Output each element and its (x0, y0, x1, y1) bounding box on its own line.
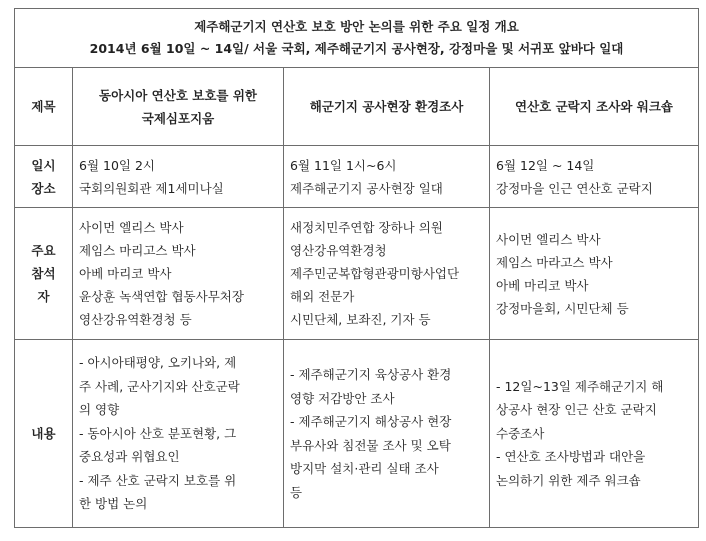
header-row (15, 68, 699, 146)
schedule-table (14, 8, 699, 528)
content-line: 의 영향 (79, 402, 120, 418)
attendee: 아베 마리코 박사 (79, 266, 172, 281)
cell-line: 강정마을 인근 연산호 군락지 (496, 180, 653, 196)
place-symposium (73, 146, 284, 208)
title-row (15, 9, 699, 68)
header-coral-survey: 연산호 군락지 조사와 워크숍 (490, 68, 699, 146)
attendee: 강정마을회, 시민단체 등 (496, 300, 629, 316)
header-site-survey: 해군기지 공사현장 환경조사 (284, 68, 490, 146)
content-coral-survey (490, 340, 699, 528)
attendee: 제임스 마라고스 박사 (496, 254, 613, 270)
cell-line: 6월 10일 2시 (79, 157, 155, 173)
content-symposium (73, 340, 284, 528)
content-line: 영향 저감방안 조사 (290, 390, 395, 406)
content-line: - 연산호 조사방법과 대안을 (496, 449, 646, 465)
attendee: 사이먼 엘리스 박사 (496, 231, 601, 247)
title-main: 제주해군기지 연산호 보호 방안 논의를 위한 주요 일정 개요 (194, 19, 519, 34)
datetime-place-label: 일시 장소 (15, 146, 73, 208)
attendees-coral-survey (490, 208, 699, 340)
place-coral-survey (490, 146, 699, 208)
content-line: - 제주해군기지 해상공사 현장 (290, 414, 452, 429)
attendee: 윤상훈 녹색연합 협동사무처장 (79, 289, 244, 304)
attendees-site-survey (284, 208, 490, 340)
cell-line: 6월 12일 ~ 14일 (496, 157, 595, 173)
content-line: 논의하기 위한 제주 워크숍 (496, 472, 641, 488)
header-symposium-line: 국제심포지움 (141, 110, 215, 126)
schedule-document (14, 8, 698, 530)
attendees-symposium (73, 208, 284, 340)
attendee: 영산강유역환경청 등 (79, 312, 192, 327)
header-symposium-line: 동아시아 연산호 보호를 위한 (99, 87, 257, 103)
header-label: 제목 (15, 68, 73, 146)
title-date-place: 2014년 6월 10일 ~ 14일/ 서울 국회, 제주해군기지 공사현장, 강정마을 및 서귀포 앞바다 일대 (89, 41, 624, 56)
content-line: 부유사와 침전물 조사 및 오탁 (290, 437, 451, 453)
attendees-row (15, 208, 699, 340)
place-site-survey (284, 146, 490, 208)
attendee: 사이먼 엘리스 박사 (79, 220, 184, 235)
content-line: 방지막 설치·관리 실태 조사 (290, 461, 439, 476)
attendee: 제임스 마리고스 박사 (79, 243, 196, 258)
attendee: 제주민군복합형관광미항사업단 (290, 266, 460, 281)
content-line: - 아시아태평양, 오키나와, 제 (79, 355, 237, 371)
table-title (15, 9, 699, 68)
cell-line: 6월 11일 1시~6시 (290, 157, 397, 173)
content-line: 상공사 현장 인근 산호 군락지 (496, 402, 657, 418)
content-line: - 제주해군기지 육상공사 환경 (290, 367, 452, 382)
content-line: 등 (290, 484, 303, 500)
attendee: 새정치민주연합 장하나 의원 (290, 220, 443, 235)
attendee: 영산강유역환경청 (290, 243, 387, 258)
content-label: 내용 (15, 340, 73, 528)
content-line: - 동아시아 산호 분포현황, 그 (79, 425, 237, 441)
content-line: 한 방법 논의 (79, 496, 148, 512)
attendees-label: 주요 참석 자 (15, 208, 73, 340)
attendee: 아베 마리코 박사 (496, 277, 589, 293)
cell-line: 국회의원회관 제1세미나실 (79, 180, 224, 196)
content-line: 중요성과 위협요인 (79, 449, 180, 465)
content-line: 수중조사 (496, 425, 545, 441)
attendee: 해외 전문가 (290, 289, 355, 304)
content-line: - 제주 산호 군락지 보호를 위 (79, 472, 237, 488)
content-row (15, 340, 699, 528)
cell-line: 제주해군기지 공사현장 일대 (290, 180, 443, 196)
content-line: 주 사례, 군사기지와 산호군락 (79, 378, 240, 394)
attendee: 시민단체, 보좌진, 기자 등 (290, 312, 431, 327)
datetime-place-row (15, 146, 699, 208)
header-symposium (73, 68, 284, 146)
content-site-survey (284, 340, 490, 528)
content-line: - 12일~13일 제주해군기지 해 (496, 378, 664, 394)
